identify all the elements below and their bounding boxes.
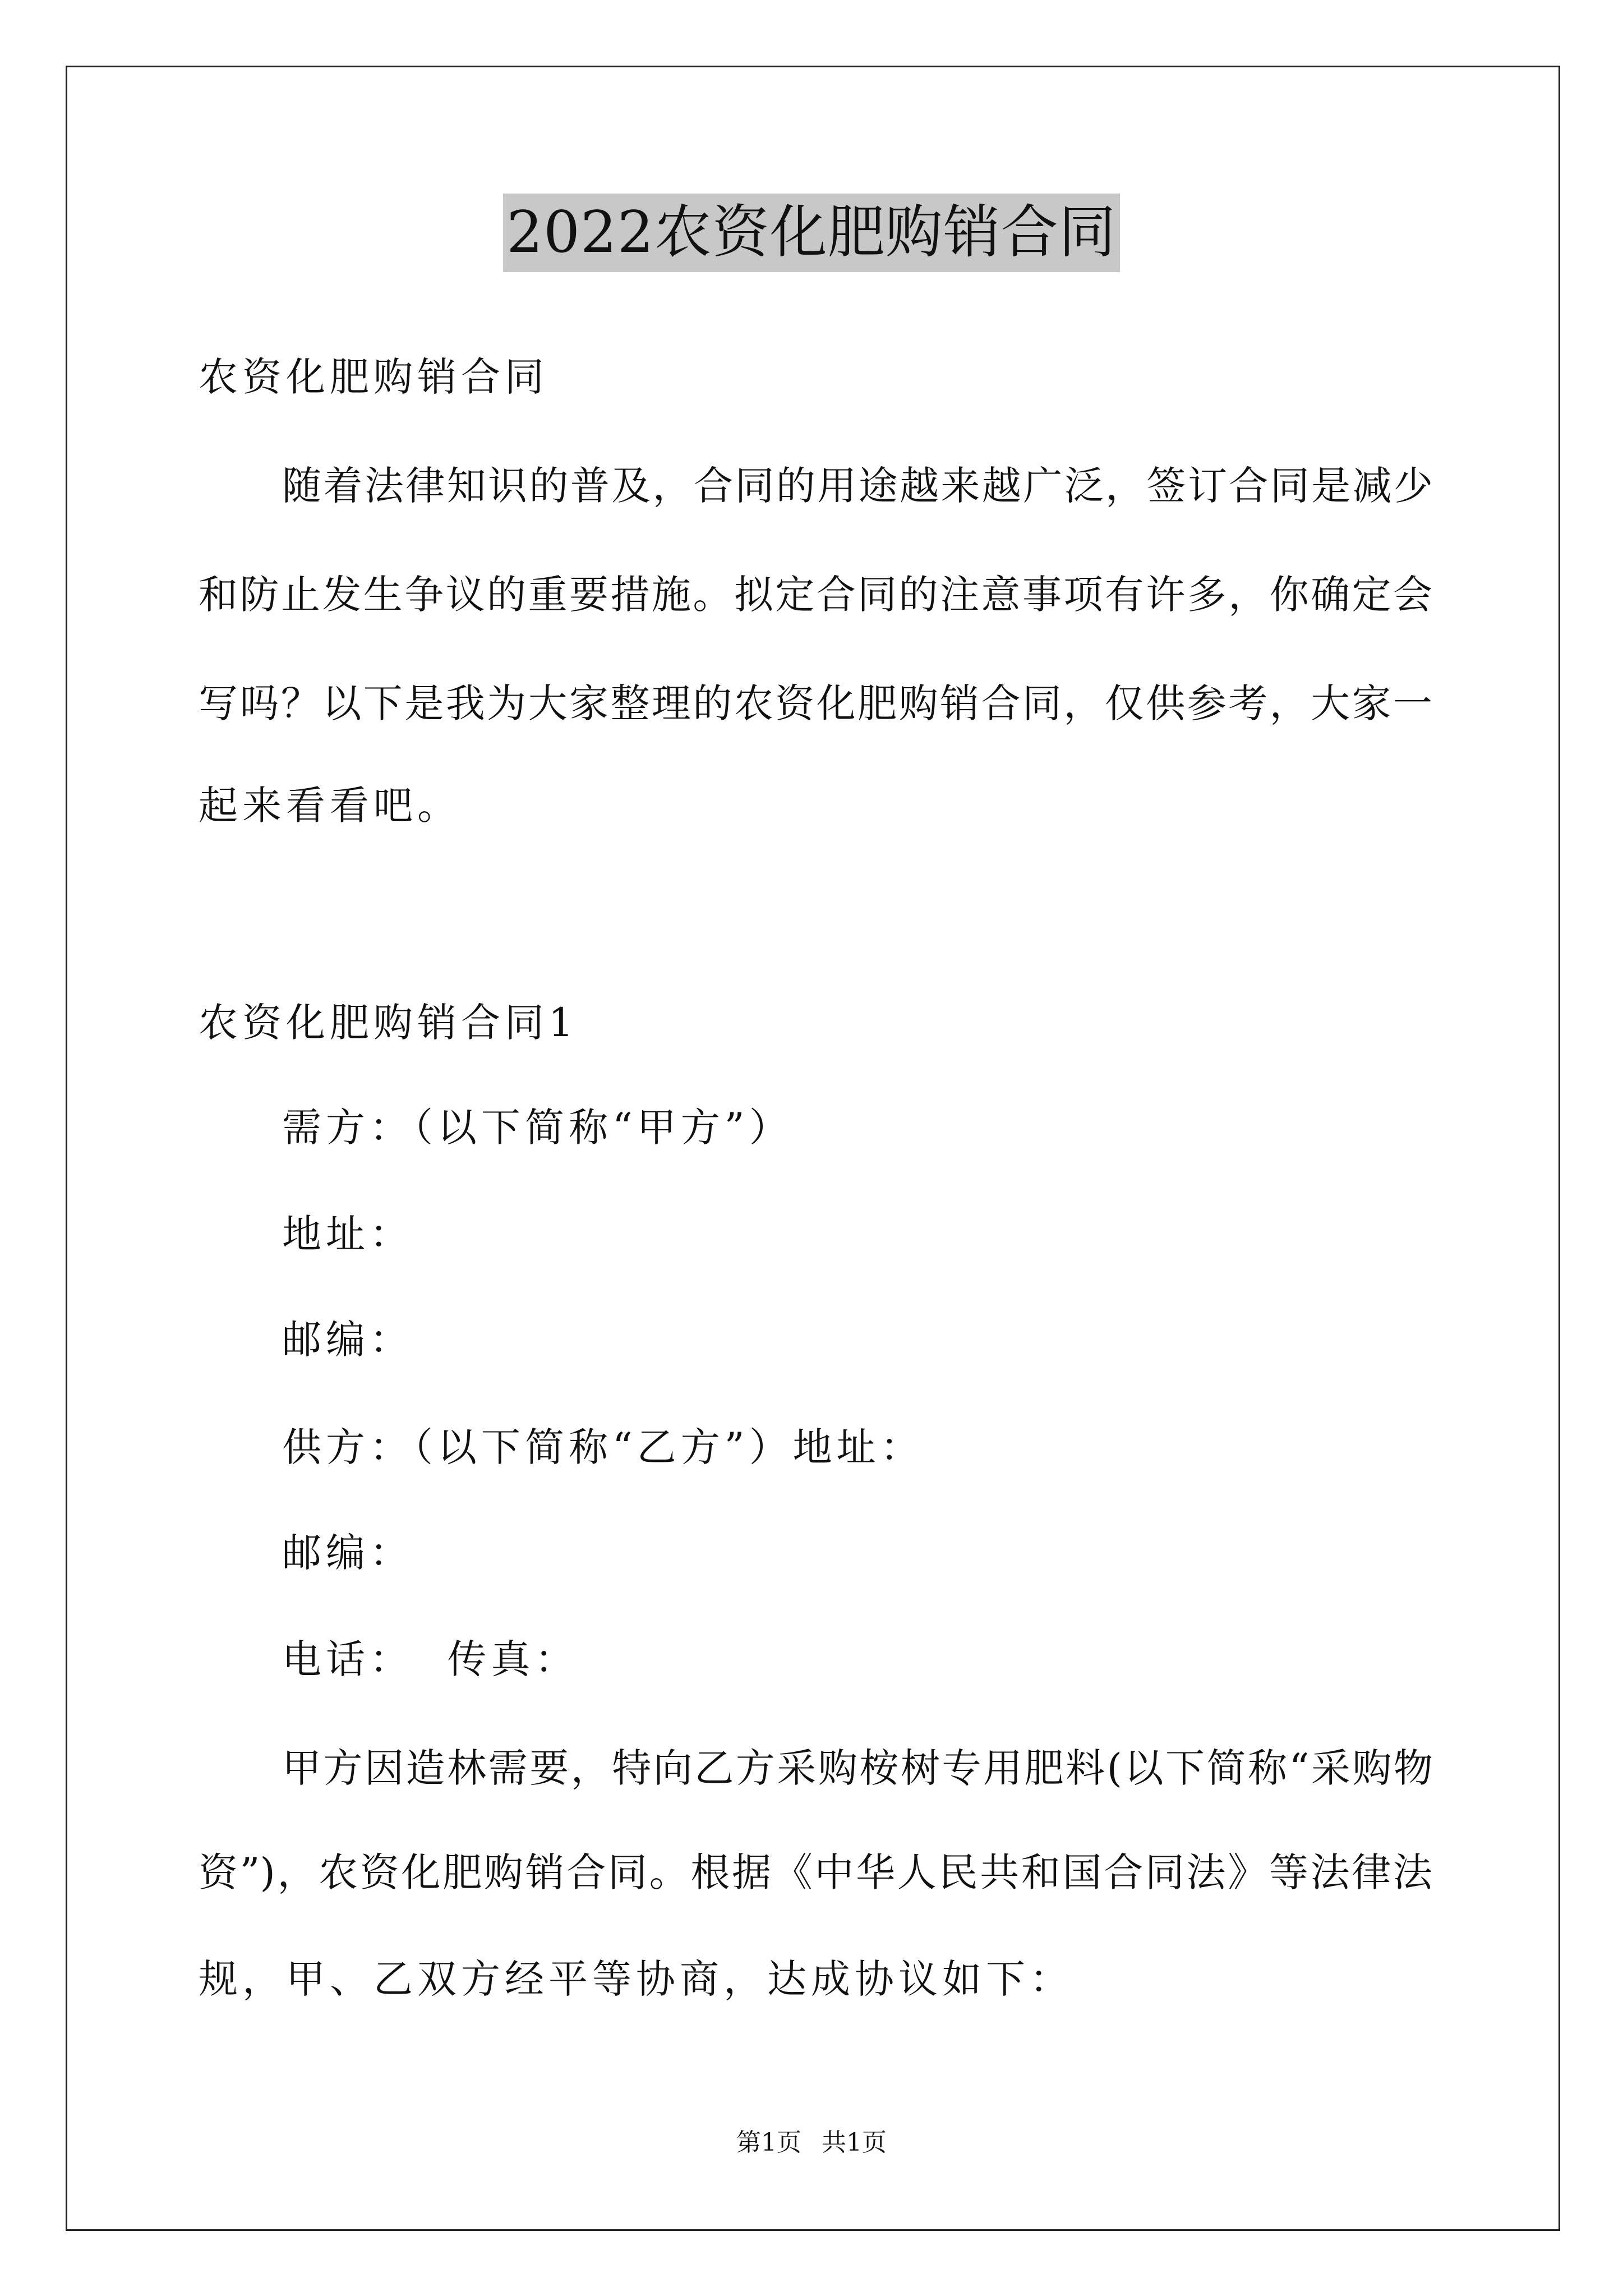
body-line-1: 甲方因造林需要，特向乙方采购桉树专用肥料(以下简称“采购物 (282, 1745, 1433, 1791)
body-line-3: 规，甲、乙双方经平等协商，达成协议如下： (199, 1956, 1073, 2002)
section-title: 农资化肥购销合同1 (199, 1000, 578, 1046)
intro-line-2: 和防止发生争议的重要措施。拟定合同的注意事项有许多，你确定会 (199, 572, 1432, 618)
intro-line-3: 写吗？以下是我为大家整理的农资化肥购销合同，仅供参考，大家一 (199, 680, 1432, 726)
page-footer (0, 2126, 1623, 2160)
page-current: 第1页 (736, 2128, 801, 2157)
body-line-2: 资”)，农资化肥购销合同。根据《中华人民共和国合同法》等法律法 (199, 1849, 1432, 1895)
phone-fax-field: 电话： 传真： (282, 1636, 579, 1682)
title-container (0, 194, 1623, 272)
page-total: 共1页 (822, 2128, 887, 2157)
demander-field: 需方：（以下简称“甲方”） (282, 1105, 793, 1151)
intro-line-1: 随着法律知识的普及，合同的用途越来越广泛，签订合同是减少 (282, 463, 1433, 509)
document-title: 2022农资化肥购销合同 (503, 194, 1120, 272)
address-field: 地址： (282, 1211, 413, 1257)
postcode-field-1: 邮编： (282, 1317, 413, 1363)
intro-line-4: 起来看看吧。 (199, 783, 461, 829)
supplier-field: 供方：（以下简称“乙方”）地址： (282, 1424, 924, 1470)
subtitle: 农资化肥购销合同 (199, 354, 548, 400)
postcode-field-2: 邮编： (282, 1530, 413, 1576)
